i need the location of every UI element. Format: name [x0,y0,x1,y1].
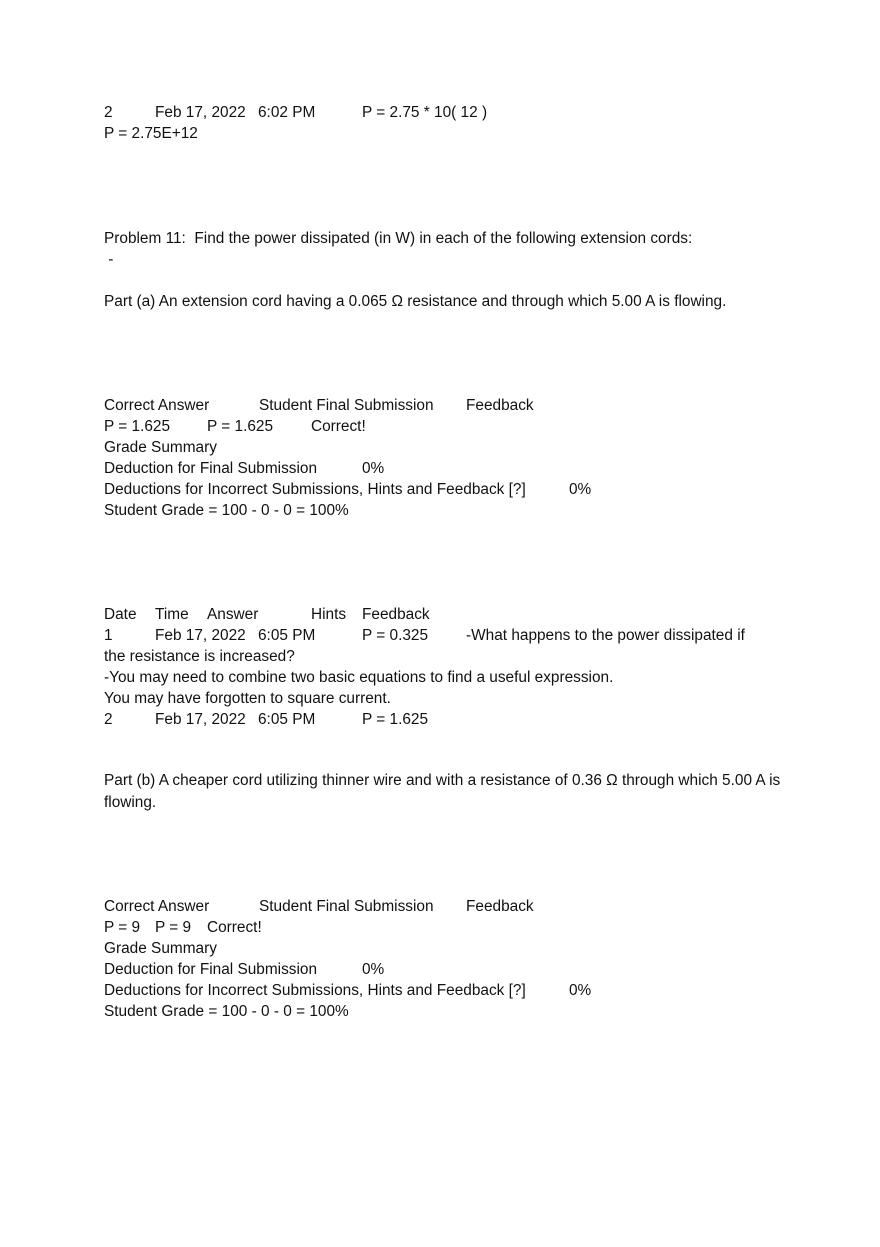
prev-submission-answer-sci: P = 2.75E+12 [104,125,198,142]
part-b-student-answer: P = 9 [155,919,192,936]
part-b-deduct-final-label: Deduction for Final Submission [104,961,318,978]
problem-dash: - [104,251,114,268]
part-a-deduct-incorrect-label: Deductions for Incorrect Submissions, Hints and Feedback [?] [104,481,526,498]
part-b-statement: Part (b) A cheaper cord utilizing thinner wire and with a resistance of 0.36 Ω through which 5.00 A is flowing. [104,772,781,811]
part-a-correct-answer: P = 1.625 [104,418,171,435]
history-head-hints: Hints [311,606,347,623]
part-b-student-grade: Student Grade = 100 - 0 - 0 = 100% [104,1003,349,1020]
part-a-student-answer: P = 1.625 [207,418,274,435]
part-b-grade-summary: Grade Summary [104,940,217,957]
history-row1-answer: P = 0.325 [362,627,429,644]
part-a-head-student: Student Final Submission [259,397,434,414]
part-a-deduct-incorrect-value: 0% [569,481,592,498]
part-a-statement: Part (a) An extension cord having a 0.065 Ω resistance and through which 5.00 A is flowing. [104,293,727,310]
history-row1-number: 1 [104,627,113,644]
history-row1-time: 6:05 PM [258,627,316,644]
part-a-head-correct: Correct Answer [104,397,210,414]
history-head-date: Date [104,606,137,623]
history-row1-feedback: -What happens to the power dissipated if [466,627,745,644]
part-b-feedback: Correct! [207,919,262,936]
part-a-deduct-final-value: 0% [362,460,385,477]
history-head-feedback: Feedback [362,606,430,623]
part-a-deduct-final-label: Deduction for Final Submission [104,460,318,477]
history-row1-hint-equations: -You may need to combine two basic equations to find a useful expression. [104,669,614,686]
prev-submission-date: Feb 17, 2022 [155,104,246,121]
history-row1-feedback-cont: the resistance is increased? [104,648,295,665]
part-a-head-feedback: Feedback [466,397,534,414]
part-a-feedback: Correct! [311,418,366,435]
part-b-deduct-final-value: 0% [362,961,385,978]
part-a-student-grade: Student Grade = 100 - 0 - 0 = 100% [104,502,349,519]
history-row2-time: 6:05 PM [258,711,316,728]
history-row1-date: Feb 17, 2022 [155,627,246,644]
history-head-answer: Answer [207,606,259,623]
history-row2-answer: P = 1.625 [362,711,429,728]
history-head-time: Time [155,606,189,623]
history-row1-hint-square: You may have forgotten to square current. [104,690,391,707]
part-b-head-feedback: Feedback [466,898,534,915]
prev-submission-number: 2 [104,104,113,121]
part-b-head-correct: Correct Answer [104,898,210,915]
part-b-correct-answer: P = 9 [104,919,141,936]
part-b-deduct-incorrect-label: Deductions for Incorrect Submissions, Hints and Feedback [?] [104,982,526,999]
part-b-head-student: Student Final Submission [259,898,434,915]
prev-submission-answer: P = 2.75 * 10( 12 ) [362,104,488,121]
history-row2-number: 2 [104,711,113,728]
history-row2-date: Feb 17, 2022 [155,711,246,728]
problem-title: Problem 11: Find the power dissipated (in W) in each of the following extension cords: [104,230,693,247]
part-b-deduct-incorrect-value: 0% [569,982,592,999]
part-a-grade-summary: Grade Summary [104,439,217,456]
prev-submission-time: 6:02 PM [258,104,316,121]
